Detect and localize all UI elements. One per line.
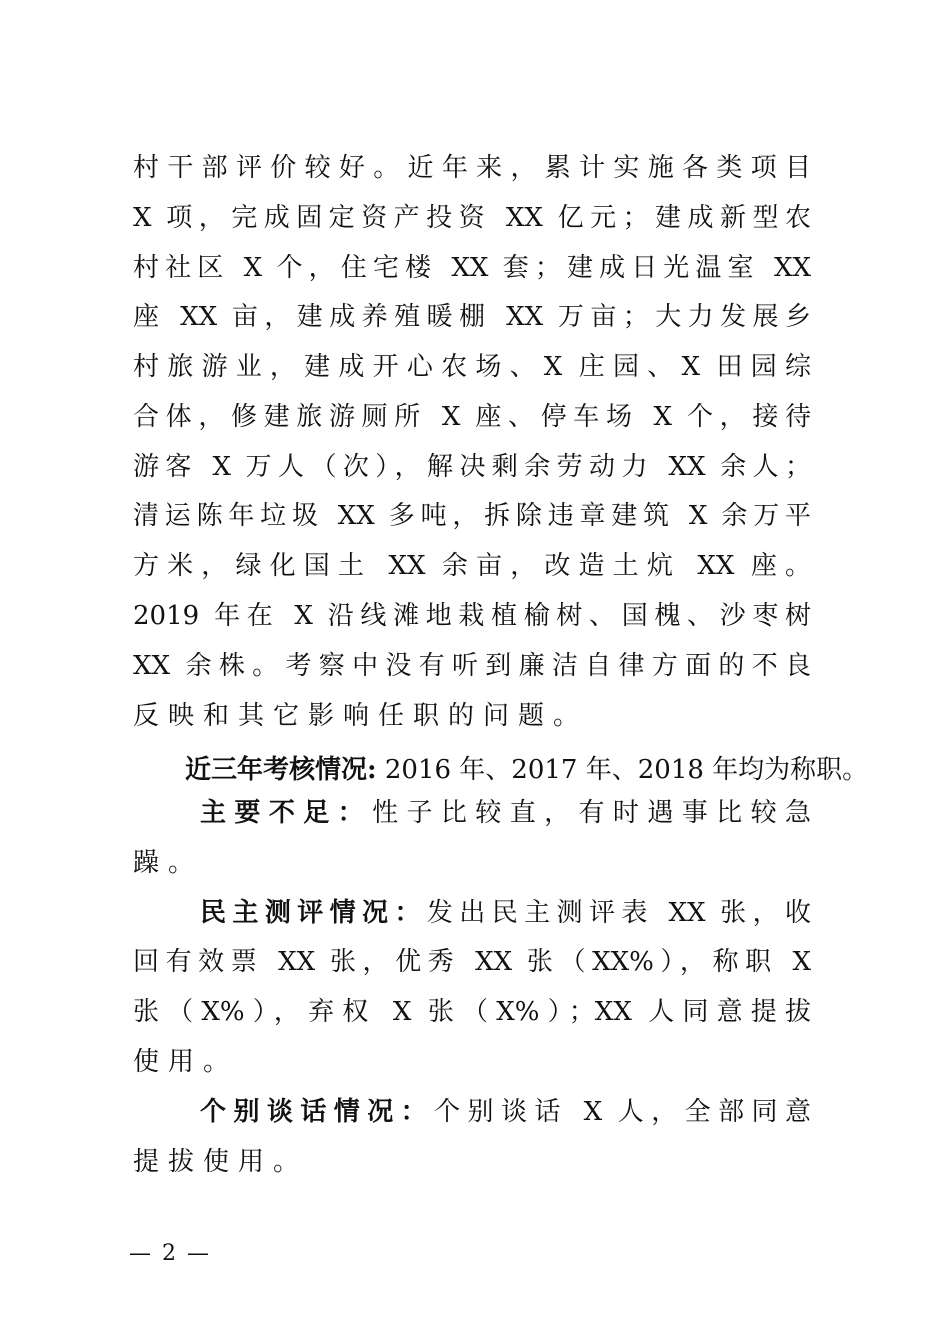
paragraph-line: XX 余株。考察中没有听到廉洁自律方面的不良 xyxy=(133,651,811,681)
paragraph-line: 清运陈年垃圾 XX 多吨，拆除违章建筑 X 余万平 xyxy=(133,501,811,531)
shortcoming-label: 主要不足： xyxy=(200,798,373,828)
evaluation-line-3: 张（X%），弃权 X 张（X%）；XX 人同意提拔 xyxy=(133,997,811,1027)
paragraph-line: 合体，修建旅游厕所 X 座、停车场 X 个，接待 xyxy=(133,402,811,432)
paragraph-line: 村干部评价较好。近年来，累计实施各类项目 xyxy=(133,153,811,183)
interview-line-2: 提拔使用。 xyxy=(133,1147,309,1177)
assessment-text: 2016 年、2017 年、2018 年均为称职。 xyxy=(376,755,869,785)
paragraph-line: 座 XX 亩，建成养殖暖棚 XX 万亩；大力发展乡 xyxy=(133,302,811,332)
evaluation-line xyxy=(200,897,811,929)
shortcoming-text: 性子比较直，有时遇事比较急 xyxy=(372,798,811,828)
evaluation-text: 发出民主测评表 XX 张，收 xyxy=(426,898,811,928)
assessment-line xyxy=(185,754,869,786)
interview-text: 个别谈话 X 人，全部同意 xyxy=(434,1097,811,1127)
interview-label: 个别谈话情况： xyxy=(200,1097,435,1127)
paragraph-line: 游客 X 万人（次），解决剩余劳动力 XX 余人； xyxy=(133,452,811,482)
paragraph-line: 2019 年在 X 沿线滩地栽植榆树、国槐、沙枣树 xyxy=(133,601,811,631)
evaluation-line-2: 回有效票 XX 张，优秀 XX 张（XX%），称职 X xyxy=(133,947,811,977)
shortcoming-line-2: 躁。 xyxy=(133,848,204,878)
page-number: — 2 — xyxy=(129,1241,211,1266)
interview-line xyxy=(200,1096,811,1128)
paragraph-line: 村旅游业，建成开心农场、X 庄园、X 田园综 xyxy=(133,352,811,382)
evaluation-label: 民主测评情况： xyxy=(200,898,427,928)
paragraph-line: 方米，绿化国土 XX 余亩，改造土炕 XX 座。 xyxy=(133,551,811,581)
paragraph-line: 村社区 X 个，住宅楼 XX 套；建成日光温室 XX xyxy=(133,253,811,283)
paragraph-line: X 项，完成固定资产投资 XX 亿元；建成新型农 xyxy=(133,203,811,233)
shortcoming-line xyxy=(200,797,811,829)
evaluation-line-4: 使用。 xyxy=(133,1047,239,1077)
assessment-label: 近三年考核情况: xyxy=(185,755,377,785)
paragraph-line: 反映和其它影响任职的问题。 xyxy=(133,701,589,731)
